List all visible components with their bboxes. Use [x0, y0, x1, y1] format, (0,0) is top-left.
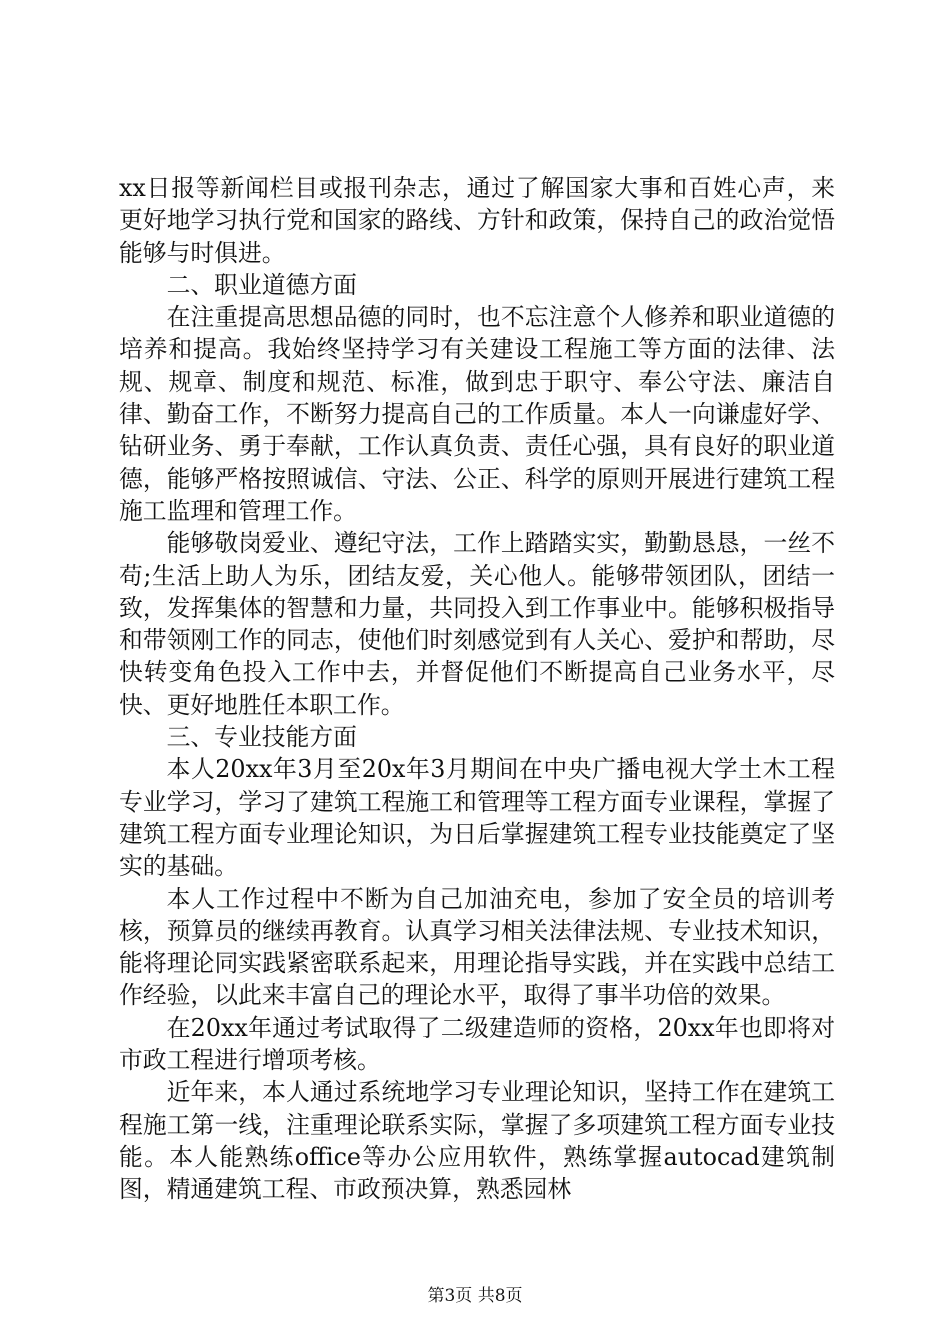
page-number-footer: 第3页 共8页 [427, 1286, 523, 1306]
paragraph-8: 在20xx年通过考试取得了二级建造师的资格，20xx年也即将对市政工程进行增项考核。 [119, 1013, 835, 1075]
paragraph-6: 本人20xx年3月至20x年3月期间在中央广播电视大学土木工程专业学习，学习了建筑工程施工和管理等工程方面专业课程，掌握了建筑工程方面专业理论知识，为日后掌握建筑工程专业技能奠定了坚实的基础。 [119, 755, 835, 881]
document-body [119, 172, 835, 1206]
paragraph-3: 在注重提高思想品德的同时，也不忘注意个人修养和职业道德的培养和提高。我始终坚持学习有关建设工程施工等方面的法律、法规、规章、制度和规范、标准，做到忠于职守、奉公守法、廉洁自律、勤奋工作，不断努力提高自己的工作质量。本人一向谦虚好学、钻研业务、勇于奉献，工作认真负责、责任心强，具有良好的职业道德，能够严格按照诚信、守法、公正、科学的原则开展进行建筑工程施工监理和管理工作。 [119, 303, 835, 525]
paragraph-7: 本人工作过程中不断为自己加油充电，参加了安全员的培训考核，预算员的继续再教育。认真学习相关法律法规、专业技术知识，能将理论同实践紧密联系起来，用理论指导实践，并在实践中总结工作经验，以此来丰富自己的理论水平，取得了事半功倍的效果。 [119, 884, 835, 1010]
paragraph-9: 近年来，本人通过系统地学习专业理论知识，坚持工作在建筑工程施工第一线，注重理论联系实际，掌握了多项建筑工程方面专业技能。本人能熟练office等办公应用软件，熟练掌握autocad建筑制图，精通建筑工程、市政预决算，熟悉园林 [119, 1078, 835, 1204]
section-heading-professional-ethics: 二、职业道德方面 [166, 270, 357, 299]
paragraph-4: 能够敬岗爱业、遵纪守法，工作上踏踏实实，勤勤恳恳，一丝不苟;生活上助人为乐，团结友爱，关心他人。能够带领团队，团结一致，发挥集体的智慧和力量，共同投入到工作事业中。能够积极指导和带领刚工作的同志，使他们时刻感觉到有人关心、爱护和帮助，尽快转变角色投入工作中去，并督促他们不断提高自己业务水平，尽快、更好地胜任本职工作。 [119, 529, 835, 719]
paragraph-1: xx日报等新闻栏目或报刊杂志，通过了解国家大事和百姓心声，来更好地学习执行党和国家的路线、方针和政策，保持自己的政治觉悟能够与时俱进。 [119, 174, 835, 267]
section-heading-professional-skills: 三、专业技能方面 [166, 723, 357, 752]
